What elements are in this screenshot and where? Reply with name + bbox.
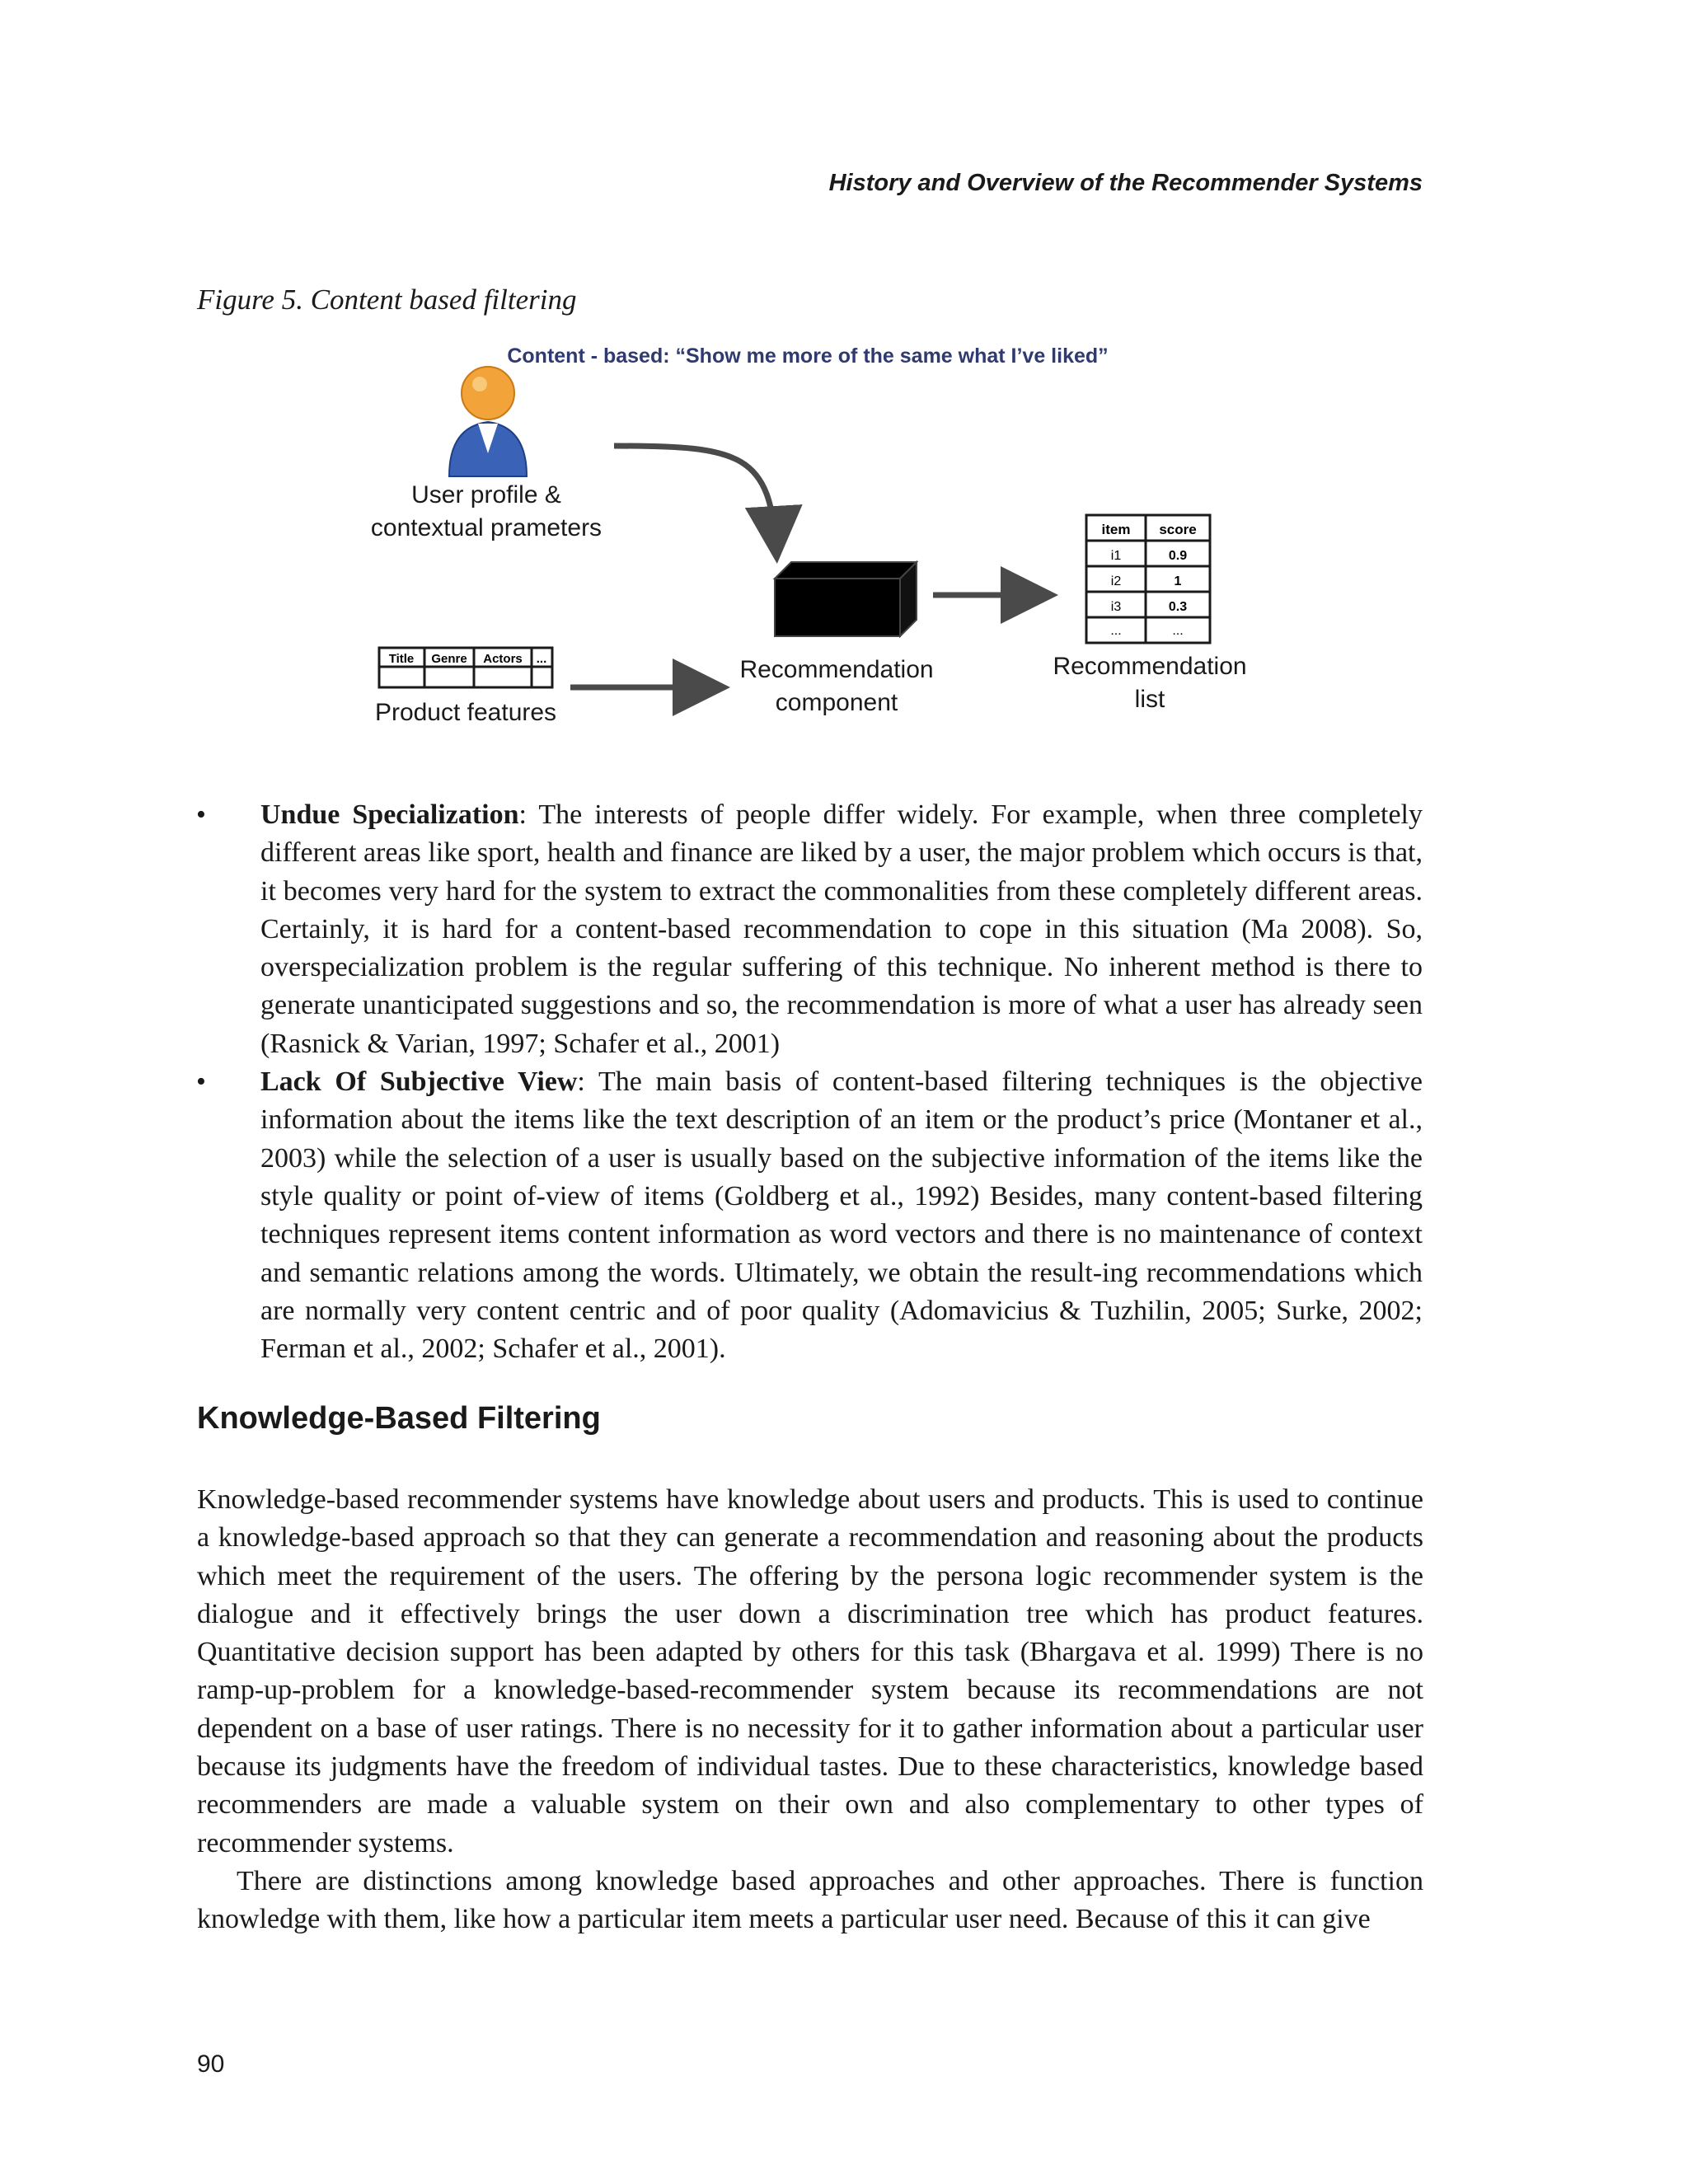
bullet-symbol: •: [196, 799, 206, 830]
page-number: 90: [197, 2050, 225, 2078]
score-row-1-score: 0.9: [1168, 549, 1188, 563]
limitations-list: [196, 796, 1423, 1368]
product-header-more: ...: [536, 652, 547, 666]
user-to-component-arrow: [614, 446, 776, 552]
list-label-line1: Recommendation: [1053, 653, 1247, 680]
bullet-symbol: •: [196, 1066, 206, 1098]
score-row-2-score: 1: [1174, 574, 1182, 588]
bullet-text: : The main basis of content-based filtering techniques is the objective information about the items like the text description of an item or the product’s price (Montaner et al., 2003) while the selection of a user is usually based on the subjective information of the items like the style quality or point of-view of items (Goldberg et al., 1992) Besides, many content-based filtering techniques represent items content information as word vectors and there is no maintenance of context and semantic relations among the words. Ultimately, we obtain the result-ing recommendations which are normally very content centric and of poor quality (Adomavicius & Tuzhilin, 2005; Surke, 2002; Ferman et al., 2002; Schafer et al., 2001).: [260, 1066, 1423, 1365]
recommendation-component-box: [775, 562, 917, 636]
component-label-line2: component: [775, 689, 898, 716]
score-header-item: item: [1101, 522, 1131, 537]
score-row-3-score: 0.3: [1168, 600, 1188, 614]
score-row-1-item: i1: [1110, 549, 1122, 563]
figure-banner: Content - based: “Show me more of the same what I’ve liked”: [507, 344, 1109, 368]
component-label-line1: Recommendation: [739, 656, 934, 683]
score-row-4-score: ...: [1172, 624, 1184, 638]
score-row-4-item: ...: [1110, 624, 1122, 638]
bullet-text: : The interests of people differ widely. For example, when three completely different areas like sport, health and finance are liked by a user, the major problem which occurs is that, it becomes very hard for the system to extract the commonalities from these completely different areas. Certainly, it is hard for a content-based recommendation to cope in this situation (Ma 2008). So, overspecialization problem is the regular suffering of this technique. No inherent method is there to generate unanticipated suggestions and so, the recommendation is more of what a user has already seen (Rasnick & Varian, 1997; Schafer et al., 2001): [260, 799, 1423, 1059]
product-features-label: Product features: [374, 699, 557, 726]
list-label-line2: list: [1134, 686, 1165, 713]
score-row-2-item: i2: [1110, 574, 1122, 588]
product-header-title: Title: [388, 652, 415, 666]
bullet-term: Undue Specialization: [260, 799, 519, 830]
paragraph-1: Knowledge-based recommender systems have knowledge about users and products. This is used to continue a knowledge-based approach so that they can generate a recommendation and reasoning about the products which meet the requirement of the users. The offering by the persona logic recommender system is the dialogue and it effectively brings the user down a discrimination tree which has product features. Quantitative decision support has been adapted by others for this task (Bhargava et al. 1999) There is no ramp-up-problem for a knowledge-based-recommender system because its recommendations are not dependent on a base of user ratings. There is no necessity for it to gather information about a particular user because its judgments have the freedom of individual tastes. Due to these characteristics, knowledge based recommenders are made a valuable system on their own and also complementary to other types of recommender systems.: [197, 1484, 1423, 1858]
figure-caption: Figure 5. Content based filtering: [197, 284, 577, 316]
section-heading: Knowledge-Based Filtering: [197, 1401, 601, 1436]
content-based-filtering-figure: [0, 330, 1688, 742]
section-body: [197, 1481, 1423, 1939]
user-profile-label-line1: User profile &: [411, 481, 561, 509]
user-icon: [449, 367, 527, 476]
product-header-actors: Actors: [483, 652, 523, 666]
bullet-undue-specialization: [196, 796, 1423, 1063]
product-header-genre: Genre: [431, 652, 467, 666]
score-header-score: score: [1159, 522, 1197, 537]
recommendation-score-table: [1086, 515, 1210, 643]
bullet-term: Lack Of Subjective View: [260, 1066, 578, 1098]
product-features-table: [379, 648, 552, 687]
user-profile-label-line2: contextual prameters: [370, 514, 603, 541]
bullet-lack-of-subjective-view: [196, 1063, 1423, 1368]
running-header: History and Overview of the Recommender Systems: [828, 170, 1423, 196]
score-row-3-item: i3: [1110, 600, 1122, 614]
paragraph-2: There are distinctions among knowledge based approaches and other approaches. There is function knowledge with them, like how a particular item meets a particular user need. Because of this it can give: [197, 1865, 1423, 1935]
